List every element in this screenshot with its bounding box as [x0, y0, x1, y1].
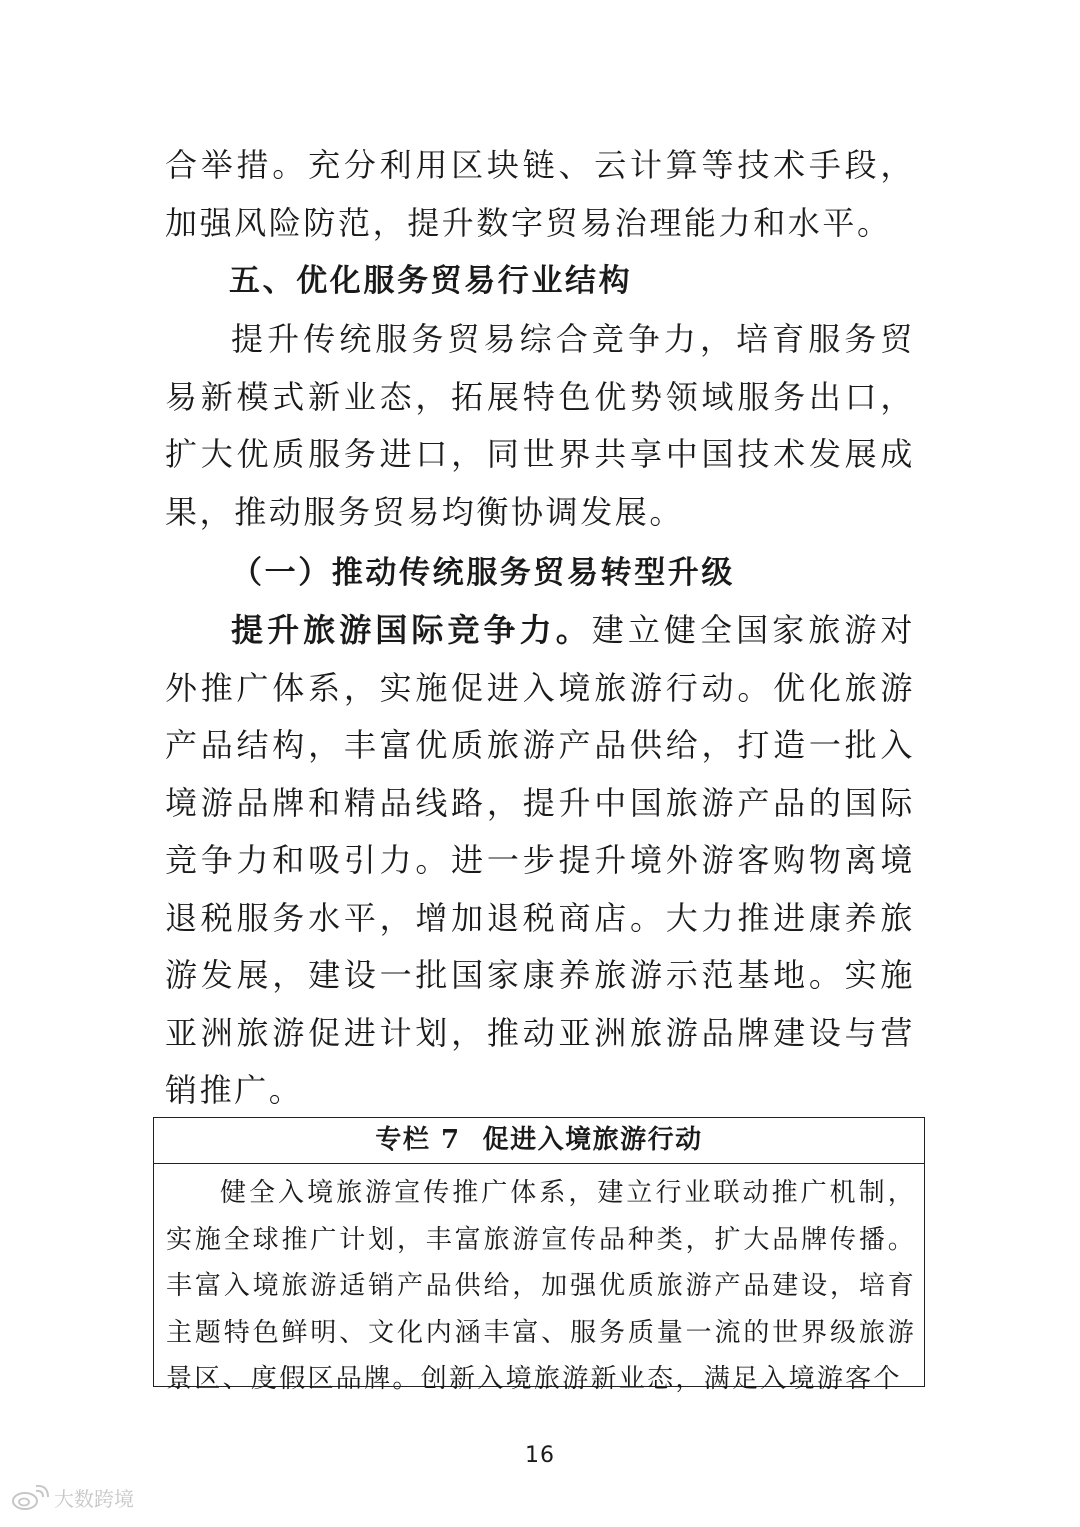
page-number: 16 [525, 1443, 555, 1468]
column-box-title [154, 1118, 924, 1164]
weibo-logo-icon [10, 1485, 50, 1511]
paragraph-3-lead: 提升旅游国际竞争力。 [231, 611, 592, 649]
paragraph-3 [165, 602, 915, 1120]
paragraph-3-text: 建立健全国家旅游对外推广体系，实施促进入境旅游行动。优化旅游产品结构，丰富优质旅游产品供给，打造一批入境游品牌和精品线路，提升中国旅游产品的国际竞争力和吸引力。进一步提升境外游客购物离境退税服务水平，增加退税商店。大力推进康养旅游发展，建设一批国家康养旅游示范基地。实施亚洲旅游促进计划，推动亚洲旅游品牌建设与营销推广。 [165, 611, 915, 1109]
paragraph-1: 合举措。充分利用区块链、云计算等技术手段，加强风险防范，提升数字贸易治理能力和水平。 [165, 146, 915, 242]
watermark-text: 大数跨境 [54, 1487, 134, 1511]
watermark [10, 1483, 134, 1512]
column-box-heading: 促进入境旅游行动 [482, 1125, 703, 1155]
column-box [153, 1117, 925, 1394]
column-box-label: 专栏 7 [375, 1125, 461, 1155]
column-box-body: 健全入境旅游宣传推广体系，建立行业联动推广机制，实施全球推广计划，丰富旅游宣传品种类，扩大品牌传播。丰富入境旅游适销产品供给，加强优质旅游产品建设，培育主题特色鲜明、文化内涵丰富、服务质量一流的世界级旅游景区、度假区品牌。创新入境旅游新业态，满足入境游客个 [166, 1178, 916, 1394]
paragraph-2: 提升传统服务贸易综合竞争力，培育服务贸易新模式新业态，拓展特色优势领域服务出口，扩大优质服务进口，同世界共享中国技术发展成果，推动服务贸易均衡协调发展。 [165, 320, 915, 531]
section-heading-5: 五、优化服务贸易行业结构 [229, 263, 633, 299]
subsection-heading-5-1: （一）推动传统服务贸易转型升级 [231, 555, 735, 591]
